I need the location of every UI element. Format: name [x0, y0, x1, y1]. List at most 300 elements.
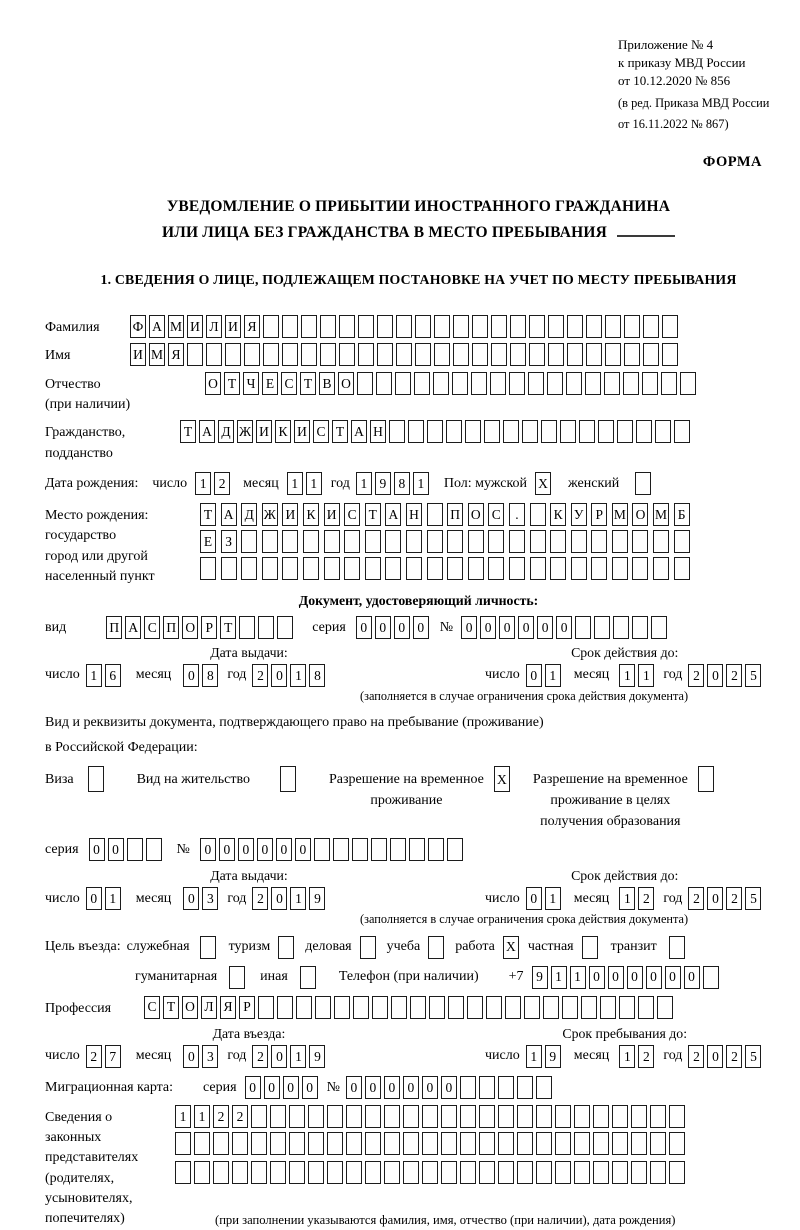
char-box[interactable]: 0: [276, 838, 292, 861]
char-box[interactable]: [365, 1132, 381, 1155]
char-box[interactable]: [334, 996, 350, 1019]
char-box[interactable]: [447, 557, 463, 580]
char-box[interactable]: К: [303, 503, 319, 526]
char-box[interactable]: [427, 420, 443, 443]
char-box[interactable]: 9: [545, 1045, 561, 1068]
char-box[interactable]: О: [338, 372, 354, 395]
char-box[interactable]: [314, 838, 330, 861]
char-box[interactable]: [669, 1105, 685, 1128]
char-box[interactable]: 0: [356, 616, 372, 639]
char-box[interactable]: [586, 343, 602, 366]
char-box[interactable]: [377, 343, 393, 366]
char-box[interactable]: [509, 372, 525, 395]
char-box[interactable]: 0: [707, 887, 723, 910]
char-box[interactable]: [391, 996, 407, 1019]
char-box[interactable]: [427, 503, 443, 526]
char-box[interactable]: [581, 996, 597, 1019]
char-box[interactable]: [651, 616, 667, 639]
char-box[interactable]: [591, 557, 607, 580]
char-box[interactable]: 0: [283, 1076, 299, 1099]
char-box[interactable]: 0: [384, 1076, 400, 1099]
char-box[interactable]: [612, 1161, 628, 1184]
char-box[interactable]: Л: [201, 996, 217, 1019]
char-box[interactable]: 5: [745, 887, 761, 910]
char-box[interactable]: 1: [105, 887, 121, 910]
char-box[interactable]: [591, 530, 607, 553]
char-box[interactable]: [396, 343, 412, 366]
char-box[interactable]: 2: [232, 1105, 248, 1128]
char-box[interactable]: [593, 1132, 609, 1155]
char-box[interactable]: [550, 557, 566, 580]
char-box[interactable]: Т: [365, 503, 381, 526]
char-box[interactable]: З: [221, 530, 237, 553]
char-box[interactable]: [384, 1132, 400, 1155]
char-box[interactable]: 0: [707, 1045, 723, 1068]
char-box[interactable]: [344, 530, 360, 553]
char-box[interactable]: [384, 1161, 400, 1184]
char-box[interactable]: [465, 420, 481, 443]
char-box[interactable]: [638, 996, 654, 1019]
char-box[interactable]: [619, 996, 635, 1019]
char-box[interactable]: 2: [252, 1045, 268, 1068]
char-box[interactable]: 1: [619, 1045, 635, 1068]
char-box[interactable]: С: [144, 616, 160, 639]
char-box[interactable]: [605, 315, 621, 338]
char-box[interactable]: 2: [214, 472, 230, 495]
char-box[interactable]: 2: [638, 1045, 654, 1068]
char-box[interactable]: 0: [200, 838, 216, 861]
char-box[interactable]: 0: [518, 616, 534, 639]
char-box[interactable]: 0: [245, 1076, 261, 1099]
char-box[interactable]: [327, 1161, 343, 1184]
char-box[interactable]: [503, 420, 519, 443]
char-box[interactable]: 1: [619, 664, 635, 687]
char-box[interactable]: [453, 343, 469, 366]
char-box[interactable]: П: [447, 503, 463, 526]
char-box[interactable]: 0: [271, 664, 287, 687]
char-box[interactable]: [372, 996, 388, 1019]
char-box[interactable]: [528, 372, 544, 395]
char-box[interactable]: [127, 838, 143, 861]
char-box[interactable]: X: [494, 766, 510, 792]
char-box[interactable]: Л: [206, 315, 222, 338]
char-box[interactable]: 0: [403, 1076, 419, 1099]
char-box[interactable]: [324, 530, 340, 553]
char-box[interactable]: 1: [290, 887, 306, 910]
char-box[interactable]: П: [163, 616, 179, 639]
char-box[interactable]: 0: [238, 838, 254, 861]
char-box[interactable]: [582, 936, 598, 959]
char-box[interactable]: [262, 530, 278, 553]
char-box[interactable]: [175, 1132, 191, 1155]
char-box[interactable]: 1: [570, 966, 586, 989]
char-box[interactable]: [643, 343, 659, 366]
char-box[interactable]: [650, 1132, 666, 1155]
char-box[interactable]: Я: [220, 996, 236, 1019]
char-box[interactable]: 3: [202, 887, 218, 910]
char-box[interactable]: [498, 1105, 514, 1128]
char-box[interactable]: [517, 1105, 533, 1128]
char-box[interactable]: Е: [200, 530, 216, 553]
char-box[interactable]: [277, 616, 293, 639]
char-box[interactable]: [278, 936, 294, 959]
char-box[interactable]: [594, 616, 610, 639]
char-box[interactable]: И: [187, 315, 203, 338]
char-box[interactable]: [593, 1161, 609, 1184]
char-box[interactable]: П: [106, 616, 122, 639]
char-box[interactable]: С: [488, 503, 504, 526]
char-box[interactable]: [289, 1105, 305, 1128]
char-box[interactable]: [509, 530, 525, 553]
char-box[interactable]: [422, 1105, 438, 1128]
char-box[interactable]: [270, 1161, 286, 1184]
char-box[interactable]: [280, 766, 296, 792]
char-box[interactable]: И: [294, 420, 310, 443]
char-box[interactable]: 1: [526, 1045, 542, 1068]
char-box[interactable]: С: [281, 372, 297, 395]
char-box[interactable]: [377, 315, 393, 338]
char-box[interactable]: [441, 1132, 457, 1155]
char-box[interactable]: 0: [413, 616, 429, 639]
char-box[interactable]: [422, 1132, 438, 1155]
char-box[interactable]: [339, 315, 355, 338]
char-box[interactable]: [643, 315, 659, 338]
char-box[interactable]: [472, 315, 488, 338]
char-box[interactable]: [517, 1161, 533, 1184]
char-box[interactable]: [410, 996, 426, 1019]
char-box[interactable]: [491, 315, 507, 338]
char-box[interactable]: [428, 838, 444, 861]
char-box[interactable]: [403, 1161, 419, 1184]
char-box[interactable]: [251, 1132, 267, 1155]
char-box[interactable]: [631, 1105, 647, 1128]
char-box[interactable]: 2: [252, 664, 268, 687]
char-box[interactable]: [631, 1132, 647, 1155]
char-box[interactable]: Я: [168, 343, 184, 366]
char-box[interactable]: [536, 1105, 552, 1128]
char-box[interactable]: [635, 472, 651, 495]
char-box[interactable]: [517, 1076, 533, 1099]
char-box[interactable]: [346, 1132, 362, 1155]
char-box[interactable]: [282, 343, 298, 366]
char-box[interactable]: 0: [302, 1076, 318, 1099]
char-box[interactable]: 1: [413, 472, 429, 495]
char-box[interactable]: 2: [688, 887, 704, 910]
char-box[interactable]: 0: [365, 1076, 381, 1099]
char-box[interactable]: [303, 557, 319, 580]
char-box[interactable]: [550, 530, 566, 553]
char-box[interactable]: [213, 1161, 229, 1184]
char-box[interactable]: [389, 420, 405, 443]
char-box[interactable]: [460, 1105, 476, 1128]
char-box[interactable]: [365, 530, 381, 553]
char-box[interactable]: [422, 1161, 438, 1184]
char-box[interactable]: [613, 616, 629, 639]
char-box[interactable]: [365, 1105, 381, 1128]
char-box[interactable]: [320, 315, 336, 338]
char-box[interactable]: [600, 996, 616, 1019]
char-box[interactable]: Д: [218, 420, 234, 443]
char-box[interactable]: [406, 557, 422, 580]
char-box[interactable]: [650, 1105, 666, 1128]
char-box[interactable]: [488, 530, 504, 553]
char-box[interactable]: [453, 315, 469, 338]
char-box[interactable]: 1: [290, 1045, 306, 1068]
char-box[interactable]: 9: [309, 1045, 325, 1068]
char-box[interactable]: [623, 372, 639, 395]
char-box[interactable]: [555, 1132, 571, 1155]
char-box[interactable]: 0: [394, 616, 410, 639]
char-box[interactable]: 0: [219, 838, 235, 861]
char-box[interactable]: X: [535, 472, 551, 495]
char-box[interactable]: 1: [290, 664, 306, 687]
char-box[interactable]: 0: [499, 616, 515, 639]
char-box[interactable]: [636, 420, 652, 443]
char-box[interactable]: [498, 1132, 514, 1155]
char-box[interactable]: [385, 530, 401, 553]
char-box[interactable]: О: [205, 372, 221, 395]
char-box[interactable]: У: [571, 503, 587, 526]
char-box[interactable]: 0: [183, 887, 199, 910]
char-box[interactable]: [522, 420, 538, 443]
char-box[interactable]: [241, 557, 257, 580]
char-box[interactable]: [262, 557, 278, 580]
char-box[interactable]: [548, 343, 564, 366]
char-box[interactable]: [415, 315, 431, 338]
char-box[interactable]: [612, 1105, 628, 1128]
char-box[interactable]: [555, 1105, 571, 1128]
char-box[interactable]: [358, 315, 374, 338]
char-box[interactable]: [468, 557, 484, 580]
char-box[interactable]: 8: [394, 472, 410, 495]
char-box[interactable]: 0: [271, 1045, 287, 1068]
char-box[interactable]: [353, 996, 369, 1019]
char-box[interactable]: Я: [244, 315, 260, 338]
char-box[interactable]: [472, 343, 488, 366]
char-box[interactable]: 9: [375, 472, 391, 495]
char-box[interactable]: [680, 372, 696, 395]
char-box[interactable]: [308, 1132, 324, 1155]
char-box[interactable]: [632, 530, 648, 553]
char-box[interactable]: 0: [271, 887, 287, 910]
char-box[interactable]: [300, 966, 316, 989]
char-box[interactable]: А: [125, 616, 141, 639]
char-box[interactable]: 0: [346, 1076, 362, 1099]
char-box[interactable]: [371, 838, 387, 861]
char-box[interactable]: 0: [295, 838, 311, 861]
char-box[interactable]: [301, 343, 317, 366]
char-box[interactable]: [674, 420, 690, 443]
char-box[interactable]: X: [503, 936, 519, 959]
char-box[interactable]: [479, 1105, 495, 1128]
char-box[interactable]: .: [509, 503, 525, 526]
char-box[interactable]: [346, 1161, 362, 1184]
char-box[interactable]: [263, 343, 279, 366]
char-box[interactable]: [617, 420, 633, 443]
char-box[interactable]: [571, 557, 587, 580]
char-box[interactable]: Ж: [262, 503, 278, 526]
char-box[interactable]: [258, 996, 274, 1019]
char-box[interactable]: Р: [239, 996, 255, 1019]
char-box[interactable]: [429, 996, 445, 1019]
char-box[interactable]: [385, 557, 401, 580]
char-box[interactable]: [200, 936, 216, 959]
char-box[interactable]: [187, 343, 203, 366]
char-box[interactable]: [571, 530, 587, 553]
char-box[interactable]: [674, 530, 690, 553]
char-box[interactable]: 1: [287, 472, 303, 495]
char-box[interactable]: [460, 1161, 476, 1184]
char-box[interactable]: [524, 996, 540, 1019]
char-box[interactable]: [365, 557, 381, 580]
char-box[interactable]: [344, 557, 360, 580]
char-box[interactable]: [206, 343, 222, 366]
char-box[interactable]: [631, 1161, 647, 1184]
char-box[interactable]: [289, 1161, 305, 1184]
char-box[interactable]: 2: [688, 1045, 704, 1068]
char-box[interactable]: 2: [252, 887, 268, 910]
char-box[interactable]: [468, 530, 484, 553]
char-box[interactable]: 0: [89, 838, 105, 861]
char-box[interactable]: 1: [356, 472, 372, 495]
char-box[interactable]: 0: [264, 1076, 280, 1099]
char-box[interactable]: О: [182, 616, 198, 639]
char-box[interactable]: [441, 1161, 457, 1184]
char-box[interactable]: [567, 315, 583, 338]
char-box[interactable]: [360, 936, 376, 959]
char-box[interactable]: [441, 1105, 457, 1128]
char-box[interactable]: [390, 838, 406, 861]
char-box[interactable]: 1: [306, 472, 322, 495]
char-box[interactable]: С: [313, 420, 329, 443]
char-box[interactable]: [239, 616, 255, 639]
char-box[interactable]: 0: [183, 664, 199, 687]
char-box[interactable]: [612, 1132, 628, 1155]
char-box[interactable]: И: [282, 503, 298, 526]
char-box[interactable]: [574, 1161, 590, 1184]
char-box[interactable]: [548, 315, 564, 338]
char-box[interactable]: [479, 1076, 495, 1099]
char-box[interactable]: [296, 996, 312, 1019]
char-box[interactable]: [530, 530, 546, 553]
char-box[interactable]: 0: [108, 838, 124, 861]
char-box[interactable]: [200, 557, 216, 580]
char-box[interactable]: Д: [241, 503, 257, 526]
char-box[interactable]: [604, 372, 620, 395]
char-box[interactable]: [593, 1105, 609, 1128]
char-box[interactable]: Т: [180, 420, 196, 443]
char-box[interactable]: [669, 1161, 685, 1184]
char-box[interactable]: [427, 530, 443, 553]
char-box[interactable]: [406, 530, 422, 553]
char-box[interactable]: [661, 372, 677, 395]
char-box[interactable]: Ж: [237, 420, 253, 443]
char-box[interactable]: [562, 996, 578, 1019]
char-box[interactable]: [669, 1132, 685, 1155]
char-box[interactable]: [467, 996, 483, 1019]
char-box[interactable]: О: [182, 996, 198, 1019]
char-box[interactable]: В: [319, 372, 335, 395]
char-box[interactable]: [452, 372, 468, 395]
char-box[interactable]: [232, 1161, 248, 1184]
char-box[interactable]: [662, 315, 678, 338]
char-box[interactable]: 1: [551, 966, 567, 989]
char-box[interactable]: 8: [309, 664, 325, 687]
char-box[interactable]: [320, 343, 336, 366]
char-box[interactable]: [555, 1161, 571, 1184]
char-box[interactable]: 0: [589, 966, 605, 989]
char-box[interactable]: [277, 996, 293, 1019]
char-box[interactable]: 2: [86, 1045, 102, 1068]
char-box[interactable]: 2: [688, 664, 704, 687]
char-box[interactable]: [263, 315, 279, 338]
char-box[interactable]: 0: [257, 838, 273, 861]
char-box[interactable]: Т: [300, 372, 316, 395]
char-box[interactable]: [498, 1161, 514, 1184]
char-box[interactable]: [460, 1132, 476, 1155]
char-box[interactable]: А: [351, 420, 367, 443]
char-box[interactable]: 2: [726, 664, 742, 687]
char-box[interactable]: Н: [406, 503, 422, 526]
char-box[interactable]: [498, 1076, 514, 1099]
char-box[interactable]: 5: [745, 664, 761, 687]
char-box[interactable]: [547, 372, 563, 395]
char-box[interactable]: [244, 343, 260, 366]
char-box[interactable]: [642, 372, 658, 395]
char-box[interactable]: [282, 315, 298, 338]
char-box[interactable]: [358, 343, 374, 366]
char-box[interactable]: С: [144, 996, 160, 1019]
char-box[interactable]: [376, 372, 392, 395]
char-box[interactable]: [536, 1161, 552, 1184]
char-box[interactable]: 0: [556, 616, 572, 639]
char-box[interactable]: [536, 1132, 552, 1155]
char-box[interactable]: [427, 557, 443, 580]
char-box[interactable]: К: [550, 503, 566, 526]
char-box[interactable]: [575, 616, 591, 639]
char-box[interactable]: [384, 1105, 400, 1128]
char-box[interactable]: 0: [707, 664, 723, 687]
char-box[interactable]: 6: [105, 664, 121, 687]
char-box[interactable]: [605, 343, 621, 366]
char-box[interactable]: [282, 557, 298, 580]
char-box[interactable]: [428, 936, 444, 959]
char-box[interactable]: Т: [332, 420, 348, 443]
char-box[interactable]: [650, 1161, 666, 1184]
char-box[interactable]: [632, 616, 648, 639]
char-box[interactable]: [585, 372, 601, 395]
char-box[interactable]: А: [385, 503, 401, 526]
char-box[interactable]: 0: [86, 887, 102, 910]
char-box[interactable]: А: [199, 420, 215, 443]
char-box[interactable]: 1: [545, 664, 561, 687]
char-box[interactable]: С: [344, 503, 360, 526]
char-box[interactable]: А: [221, 503, 237, 526]
char-box[interactable]: [409, 838, 425, 861]
char-box[interactable]: [333, 838, 349, 861]
char-box[interactable]: [447, 838, 463, 861]
char-box[interactable]: [146, 838, 162, 861]
char-box[interactable]: [229, 966, 245, 989]
char-box[interactable]: 0: [684, 966, 700, 989]
char-box[interactable]: [530, 503, 546, 526]
char-box[interactable]: [653, 557, 669, 580]
char-box[interactable]: [346, 1105, 362, 1128]
char-box[interactable]: Т: [200, 503, 216, 526]
char-box[interactable]: [624, 343, 640, 366]
char-box[interactable]: [434, 343, 450, 366]
char-box[interactable]: 0: [480, 616, 496, 639]
